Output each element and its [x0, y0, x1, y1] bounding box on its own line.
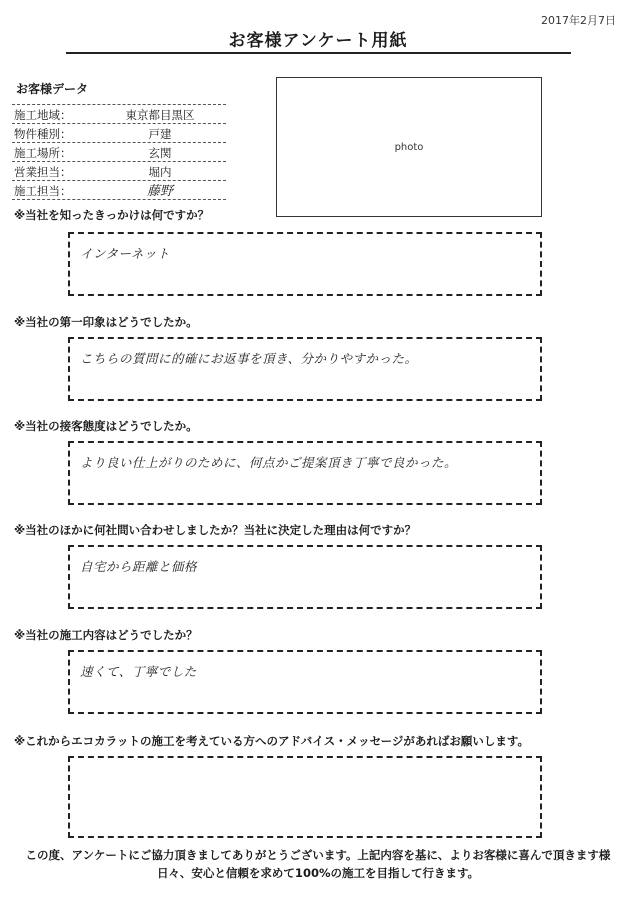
answer-box-3 [68, 441, 542, 505]
question-4: ※当社のほかに何社問い合わせしましたか？当社に決定した理由は何ですか？ [14, 523, 417, 537]
answer-1-handwritten: インターネット [80, 246, 170, 261]
question-1: ※当社を知ったきっかけは何ですか？ [14, 208, 210, 222]
question-2: ※当社の第一印象はどうでしたか。 [14, 315, 198, 329]
answer-box-1 [68, 232, 542, 296]
row-value: 戸建 [148, 127, 172, 141]
question-3: ※当社の接客態度はどうでしたか。 [14, 419, 198, 433]
answer-box-2 [68, 337, 542, 401]
page-title: お客様アンケート用紙 [228, 31, 408, 51]
answer-box-4 [68, 545, 542, 609]
answer-3-handwritten: より良い仕上がりのために、何点かご提案頂き丁寧で良かった。 [80, 455, 458, 470]
answer-box-6 [68, 756, 542, 838]
question-5: ※当社の施工内容はどうでしたか？ [14, 628, 198, 642]
footer-line-2: 日々、安心と信頼を求めて100%の施工を目指して行きます。 [156, 866, 480, 880]
photo-label: photo [394, 141, 424, 153]
row-value: 東京都目黒区 [125, 108, 195, 122]
row-label: 施工場所： [14, 146, 72, 160]
customer-row-property-type [12, 124, 226, 143]
row-value: 玄関 [148, 146, 172, 160]
question-6: ※これからエコカラットの施工を考えている方へのアドバイス・メッセージがあればお願いします。 [14, 734, 529, 748]
row-label: 施工地域： [14, 108, 72, 122]
photo-placeholder [276, 77, 542, 217]
answer-box-5 [68, 650, 542, 714]
row-label: 営業担当： [14, 165, 72, 179]
title-underline [66, 52, 571, 54]
customer-row-location [12, 143, 226, 162]
answer-2-handwritten: こちらの質問に的確にお返事を頂き、分かりやすかった。 [80, 351, 418, 366]
customer-row-installer [12, 181, 226, 200]
customer-row-area [12, 104, 226, 124]
row-label: 施工担当： [14, 184, 72, 198]
row-label: 物件種別： [14, 127, 72, 141]
answer-5-handwritten: 速くて、丁寧でした [80, 664, 197, 679]
row-value: 堀内 [148, 165, 172, 179]
customer-data-table [12, 104, 226, 200]
row-value-handwritten: 藤野 [146, 184, 173, 199]
customer-row-sales-rep [12, 162, 226, 181]
customer-data-heading: お客様データ [16, 82, 89, 96]
survey-date: 2017年2月7日 [541, 14, 616, 27]
footer-message [0, 846, 636, 882]
answer-4-handwritten: 自宅から距離と価格 [80, 559, 198, 574]
footer-line-1: この度、アンケートにご協力頂きましてありがとうございます。上記内容を基に、よりお客様に喜んで頂きます様 [25, 848, 611, 862]
